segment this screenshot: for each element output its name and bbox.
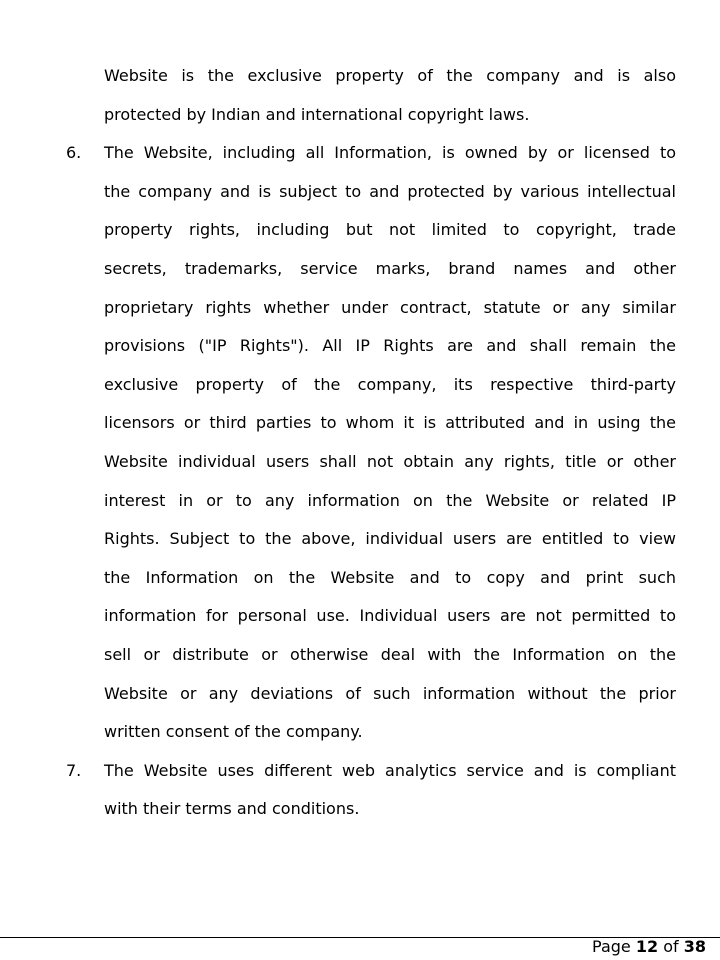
list-item-number: 7. [66, 760, 82, 780]
paragraph-line: protected by Indian and international copyright laws. [104, 104, 530, 124]
paragraph-line: the company and is subject to and protected by various intellectual [104, 181, 676, 201]
list-item-number: 6. [66, 143, 82, 163]
paragraph-line: information for personal use. Individual users are not permitted to [104, 606, 676, 626]
paragraph-line: Website is the exclusive property of the company and is also [104, 66, 676, 85]
paragraph-line: with their terms and conditions. [104, 799, 360, 819]
paragraph-line: interest in or to any information on the Website or related IP [104, 490, 676, 510]
paragraph-line: provisions ("IP Rights"). All IP Rights are and shall remain the [104, 336, 676, 356]
paragraph-line: proprietary rights whether under contract, statute or any similar [104, 297, 676, 317]
paragraph-line: exclusive property of the company, its respective third-party [104, 374, 676, 394]
paragraph-line: The Website uses different web analytics service and is compliant [104, 760, 676, 780]
current-page-number: 12 [635, 937, 659, 956]
paragraph-line: written consent of the company. [104, 722, 363, 742]
paragraph-line: Website individual users shall not obtain any rights, title or other [104, 452, 676, 471]
of-label: of [663, 937, 679, 956]
paragraph-line: secrets, trademarks, service marks, brand names and other [104, 259, 676, 278]
paragraph-line: licensors or third parties to whom it is attributed and in using the [104, 413, 676, 433]
page-footer [592, 937, 706, 957]
paragraph-line: Rights. Subject to the above, individual users are entitled to view [104, 529, 676, 549]
paragraph-line: The Website, including all Information, is owned by or licensed to [104, 143, 676, 163]
paragraph-line: Website or any deviations of such information without the prior [104, 683, 676, 703]
page-label: Page [592, 937, 631, 956]
paragraph-line: the Information on the Website and to copy and print such [104, 567, 676, 587]
paragraph-line: sell or distribute or otherwise deal with the Information on the [104, 645, 676, 664]
total-pages-number: 38 [683, 937, 706, 956]
paragraph-line: property rights, including but not limited to copyright, trade [104, 220, 676, 240]
